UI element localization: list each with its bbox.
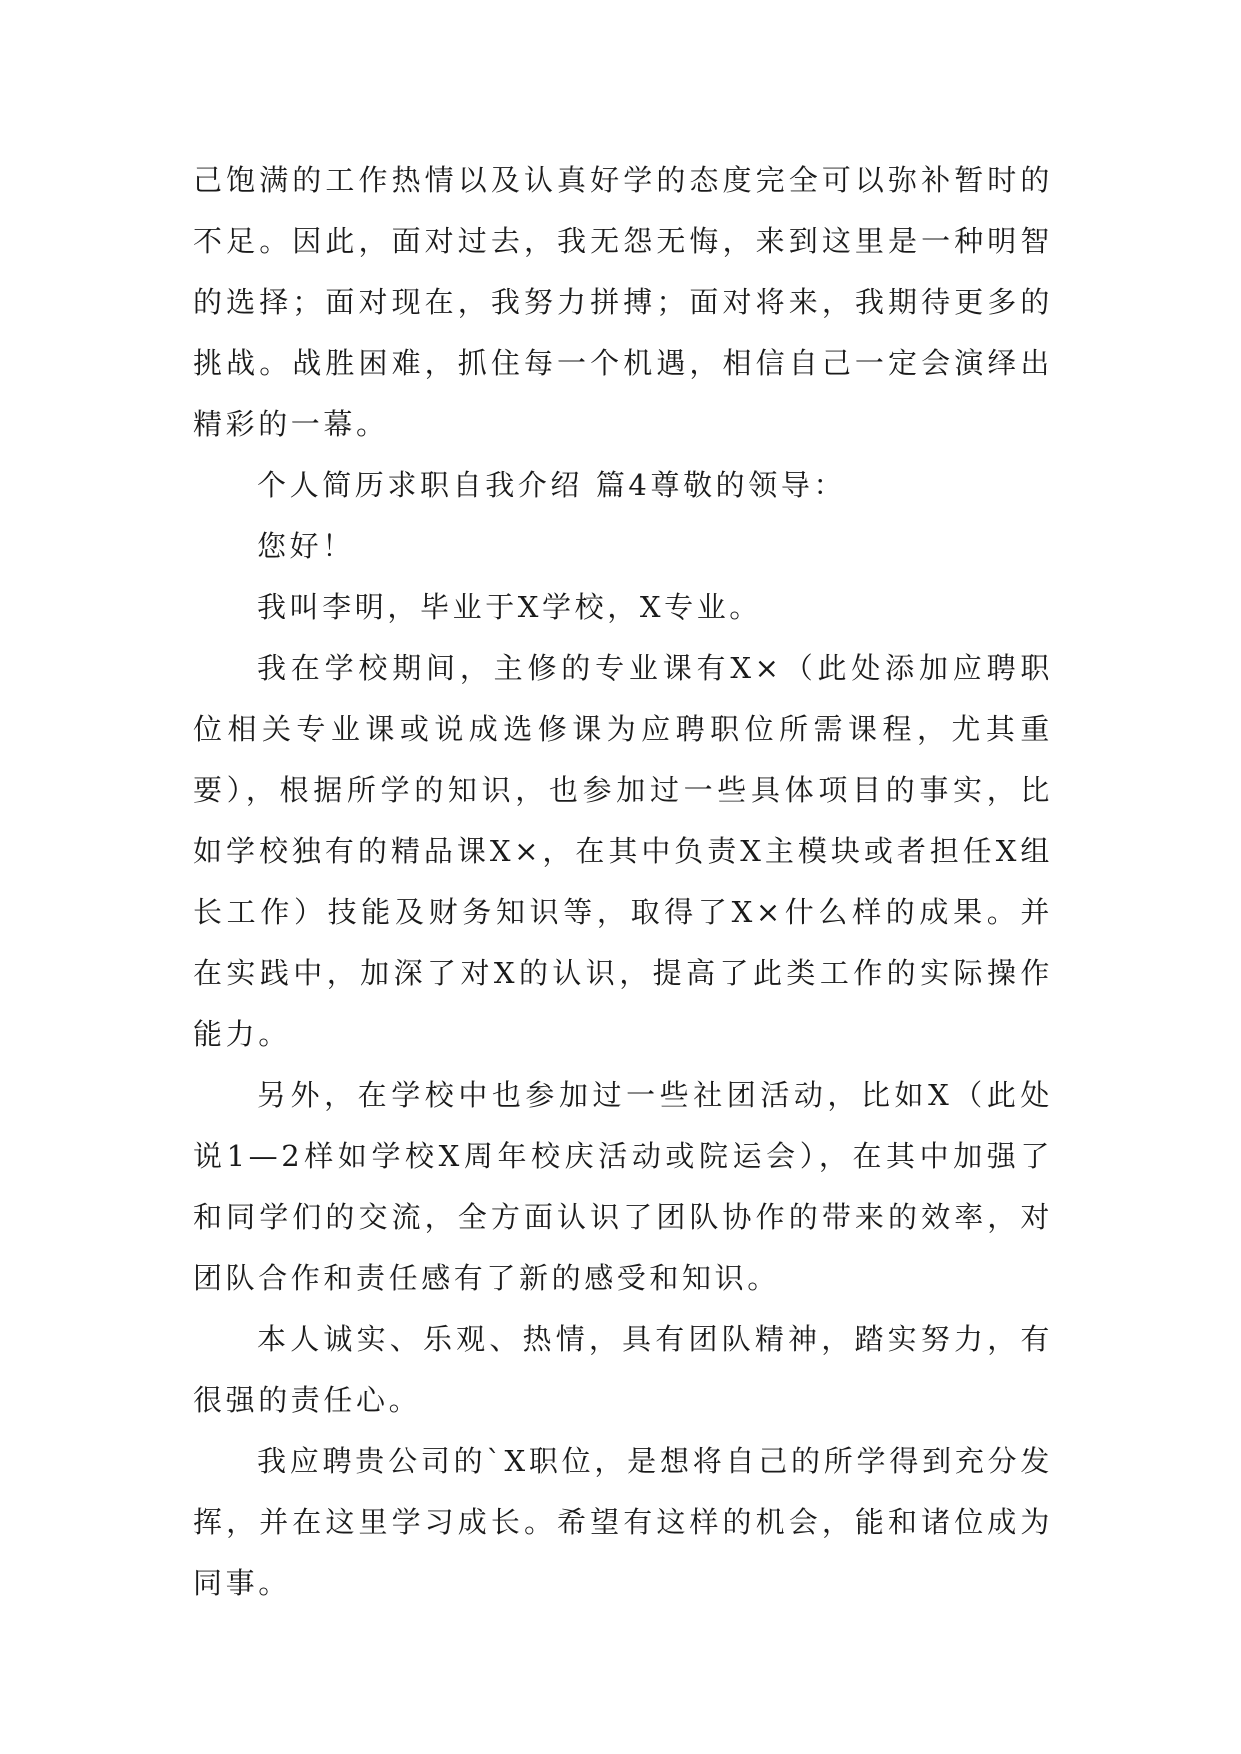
paragraph-section-heading: 个人简历求职自我介绍 篇4尊敬的领导： bbox=[257, 468, 847, 502]
document-body bbox=[193, 150, 1053, 1614]
paragraph-continuation: 己饱满的工作热情以及认真好学的态度完全可以弥补暂时的不足。因此，面对过去，我无怨无悔，来到这里是一种明智的选择；面对现在，我努力拼搏；面对将来，我期待更多的挑战。战胜困难，抓住每一个机遇，相信自己一定会演绎出精彩的一幕。 bbox=[193, 163, 1053, 441]
paragraph-greeting: 您好！ bbox=[257, 529, 355, 563]
paragraph-personality: 本人诚实、乐观、热情，具有团队精神，踏实努力，有很强的责任心。 bbox=[193, 1322, 1053, 1417]
paragraph-activities: 另外，在学校中也参加过一些社团活动，比如X（此处说1—2样如学校X周年校庆活动或院运会），在其中加强了和同学们的交流，全方面认识了团队协作的带来的效率，对团队合作和责任感有了新的感受和知识。 bbox=[193, 1078, 1053, 1295]
paragraph-application: 我应聘贵公司的`X职位，是想将自己的所学得到充分发挥，并在这里学习成长。希望有这样的机会，能和诸位成为同事。 bbox=[193, 1444, 1053, 1600]
paragraph-courses: 我在学校期间，主修的专业课有X×（此处添加应聘职位相关专业课或说成选修课为应聘职位所需课程，尤其重要），根据所学的知识，也参加过一些具体项目的事实，比如学校独有的精品课X×，在其中负责X主模块或者担任X组长工作）技能及财务知识等，取得了X×什么样的成果。并在实践中，加深了对X的认识，提高了此类工作的实际操作能力。 bbox=[193, 651, 1053, 1051]
paragraph-introduction: 我叫李明，毕业于X学校，X专业。 bbox=[257, 590, 762, 624]
